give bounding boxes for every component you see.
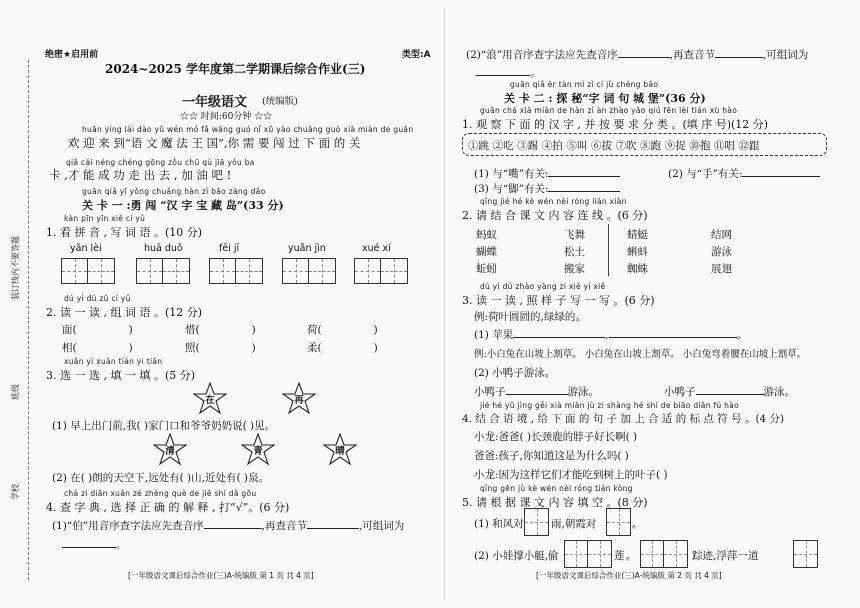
q4-sentence-2-end: 。 bbox=[476, 65, 541, 80]
q4-2-word-blank[interactable] bbox=[476, 75, 530, 76]
intro-line-1: 欢 迎 来 到“语 文 魔 法 王 国”,你 需 要 闯 过 下 面 的 关 bbox=[68, 136, 361, 150]
r-q3-2-blank-a[interactable] bbox=[506, 394, 568, 395]
r-q5-2-grid-a[interactable] bbox=[564, 540, 612, 568]
q2-item-1[interactable]: 面( ) bbox=[62, 324, 133, 336]
time-line: ☆☆ 时间:60分钟 ☆☆ bbox=[180, 112, 273, 122]
q1-word-3-pinyin: fēi jī bbox=[219, 243, 240, 254]
q2-item-3[interactable]: 荷( ) bbox=[307, 324, 378, 336]
r-q5-2-grid-c[interactable] bbox=[793, 540, 818, 568]
char-option-3: ③踢 bbox=[517, 140, 539, 152]
q1-word-4-pinyin: yuǎn jìn bbox=[288, 243, 326, 254]
q4-sentence-1-end: 。 bbox=[62, 537, 127, 552]
q4-pinyin: chá zì diǎn xuǎn zé zhèng què de jiě shì dǎ gōu bbox=[64, 489, 257, 498]
q3-sentence-2[interactable]: (2) 在( )朗的天空下,远处有( )山,近处有( )泉。 bbox=[52, 472, 269, 484]
binding-note: 装订线内不要答题 bbox=[11, 236, 20, 300]
match-item[interactable]: 蝌蚪 bbox=[627, 246, 648, 258]
q3-pinyin: xuǎn yi xuǎn tián yi tián bbox=[64, 357, 163, 366]
match-item[interactable]: 蚂蚁 bbox=[476, 229, 497, 241]
char-option-9: ⑨捉 bbox=[664, 140, 686, 152]
q1-answer-grid-2[interactable] bbox=[136, 258, 190, 284]
r-q5-text: 5. 请 根 据 课 文 内 容 填 空 。(8 分) bbox=[462, 496, 648, 509]
match-item[interactable]: 蚯蚓 bbox=[476, 263, 497, 275]
q4-2-syllable-blank[interactable] bbox=[715, 57, 763, 58]
r-q5-2-grid-b[interactable] bbox=[640, 540, 688, 568]
r-q3-example-1: 例:荷叶圆圆的,绿绿的。 bbox=[474, 311, 586, 323]
q3-text: 3. 选 一 选 , 填 一 填 。(5 分) bbox=[46, 369, 196, 382]
r-q3-2-blank-b[interactable] bbox=[696, 394, 764, 395]
char-option-11: ⑪唱 bbox=[713, 140, 735, 152]
footer-left: [一年级语文课后综合作业(三)A-统编版 第 1 页 共 4 页] bbox=[128, 571, 314, 580]
footer-right: [一年级语文课后综合作业(三)A-统编版 第 2 页 共 4 页] bbox=[536, 571, 722, 580]
r-q5-2-label-b: 莲 bbox=[614, 550, 625, 562]
r-q3-text: 3. 读 一 读 , 照 样 子 写 一 写 。(6 分) bbox=[462, 294, 655, 307]
r-q5-1-label-a: (1) 和风对 bbox=[474, 518, 524, 530]
binding-line bbox=[28, 60, 29, 580]
q1-word-1-pinyin: yǎn lèi bbox=[70, 243, 102, 254]
match-col-1 bbox=[476, 227, 497, 278]
match-item[interactable]: 松土 bbox=[564, 246, 585, 258]
q1-text: 1. 看 拼 音 , 写 词 语 。(10 分) bbox=[46, 226, 203, 239]
card1-pinyin: guān qiǎ yī yǒng chuǎng hàn zì bǎo zàng dǎo bbox=[82, 187, 266, 196]
category-mouth: (1) 与“嘴”有关: bbox=[474, 166, 620, 181]
match-item[interactable]: 蜻蜓 bbox=[627, 229, 648, 241]
q4-sentence-1: (1)“伯”用音序查字法应先查音序 ,再查音节 ,可组词为 bbox=[52, 520, 405, 532]
r-q4-line-3[interactable]: 小龙:因为这样它们才能吃到树上的叶子( ) bbox=[474, 469, 668, 481]
q4-text: 4. 查 字 典 , 选 择 正 确 的 解 释 , 打“√”。(6 分) bbox=[46, 501, 290, 514]
r-q3-example-2: 例:小白兔在山坡上割草。 小白兔在山坡上割草。 小白兔弯着腰在山坡上割草。 bbox=[474, 349, 807, 360]
category-mouth-blank[interactable] bbox=[548, 176, 620, 177]
star-option-zai: 在 bbox=[193, 382, 227, 414]
star-option-qing3: 晴 bbox=[323, 433, 357, 465]
r-q5-1-label-b: 雨,朝霞对 bbox=[551, 518, 597, 530]
match-item[interactable]: 搬家 bbox=[564, 263, 585, 275]
q1-answer-grid-5[interactable] bbox=[354, 258, 408, 284]
q4-sentence-2: (2)“浪”用音序查字法应先查音序 ,再查音节 ,可组词为 bbox=[466, 49, 809, 61]
subject-title: 一年级语文 bbox=[182, 95, 248, 110]
q1-word-2-pinyin: huā duǒ bbox=[144, 243, 183, 254]
card2-pinyin: guān qiǎ èr tàn mì zì cí jù chéng bǎo bbox=[510, 80, 659, 89]
match-item[interactable]: 展翅 bbox=[711, 263, 732, 275]
r-q3-item-1: (1) 苹果 , 。 bbox=[474, 329, 748, 341]
page-divider bbox=[444, 8, 445, 600]
match-item[interactable]: 游泳 bbox=[711, 246, 732, 258]
intro-pinyin-2: qiǎ cái néng chéng gōng zǒu chū qù jiā yóu ba bbox=[66, 158, 255, 167]
match-item[interactable]: 飞舞 bbox=[564, 229, 585, 241]
r-q3-item-2: (2) 小鸭子游泳。 bbox=[474, 367, 556, 379]
q1-answer-grid-3[interactable] bbox=[209, 258, 263, 284]
intro-line-2: 卡 ,才 能 成 功 走 出 去 , 加 油 吧 ! bbox=[49, 168, 232, 182]
r-q4-line-1[interactable]: 小龙:爸爸( )长颈鹿的脖子好长啊( ) bbox=[474, 431, 638, 443]
r-q2-text: 2. 请 结 合 课 文 内 容 连 线 。(6 分) bbox=[462, 209, 648, 222]
r-q4-text: 4. 结 合 语 境 , 给 下 面 的 句 子 加 上 合 适 的 标 点 符 号 。(4 分) bbox=[462, 413, 785, 425]
char-option-2: ②吃 bbox=[492, 140, 514, 152]
r-q3-1-blank-b[interactable] bbox=[609, 337, 737, 338]
card1-title: 关 卡 一 :勇 闯 “汉 字 宝 藏 岛”(33 分) bbox=[82, 199, 284, 212]
match-item[interactable]: 蜘蛛 bbox=[627, 263, 648, 275]
char-options-list bbox=[468, 138, 760, 153]
match-item[interactable]: 蝴蝶 bbox=[476, 246, 497, 258]
match-separator bbox=[608, 224, 609, 276]
q1-answer-grid-4[interactable] bbox=[282, 258, 336, 284]
type-label: 类型:A bbox=[402, 50, 431, 60]
r-q3-item-2-b: 小鸭子 游泳。 bbox=[664, 386, 795, 398]
binding-label-class: 班级 bbox=[11, 384, 20, 400]
char-option-8: ⑧跑 bbox=[640, 140, 662, 152]
r-q4-line-2[interactable]: 爸爸:孩子,你知道这是为什么吗( ) bbox=[474, 450, 629, 462]
q2-item-5[interactable]: 照( ) bbox=[185, 342, 256, 354]
char-option-7: ⑦吹 bbox=[615, 140, 637, 152]
q3-sentence-1[interactable]: (1) 早上出门前,我( )家门口和爷爷奶奶说( )见。 bbox=[52, 420, 276, 432]
star-option-zai2: 再 bbox=[282, 382, 316, 414]
r-q5-2-label-d: 踪迹,浮萍一道 bbox=[692, 550, 759, 562]
q2-item-2[interactable]: 惜( ) bbox=[185, 324, 256, 336]
r-q1-pinyin: guān chá xià miàn de hàn zì àn zhào yāo qiú fēn lèi tián xù hào bbox=[480, 106, 738, 115]
q2-item-4[interactable]: 相( ) bbox=[62, 342, 133, 354]
secret-label: 绝密★启用前 bbox=[45, 50, 99, 60]
binding-label-school: 学校 bbox=[11, 484, 20, 500]
char-option-12: ⑫跟 bbox=[738, 140, 760, 152]
intro-pinyin-1: huān yíng lái dào yǔ wén mó fǎ wáng guó nǐ xū yào chuǎng guò xià miàn de guān bbox=[82, 125, 414, 134]
r-q2-pinyin: qǐng jié hé kè wén nèi róng lián xiàn bbox=[480, 197, 627, 206]
match-col-2 bbox=[564, 227, 585, 278]
q4-1-word-blank[interactable] bbox=[62, 547, 116, 548]
r-q4-pinyin: jié hé yǔ jìng gěi xià miàn jù zi shàng hé shì de biāo diǎn fú hào bbox=[480, 401, 739, 410]
match-item[interactable]: 结网 bbox=[711, 229, 732, 241]
edition-label: (统编版) bbox=[262, 96, 298, 107]
card2-title: 关 卡 二 : 探 秘“字 词 句 城 堡”(36 分) bbox=[504, 92, 706, 105]
star-option-qing1: 清 bbox=[153, 433, 187, 465]
q2-pinyin: dú yi dú zǔ cí yǔ bbox=[64, 294, 131, 303]
q4-1-syllable-blank[interactable] bbox=[307, 528, 359, 529]
q4-2-sequence-blank[interactable] bbox=[618, 57, 670, 58]
q1-pinyin: kàn pīn yīn xiě cí yǔ bbox=[64, 214, 146, 223]
category-foot-blank[interactable] bbox=[548, 191, 620, 192]
q1-answer-grid-1[interactable] bbox=[61, 258, 115, 284]
char-option-4: ④拍 bbox=[541, 140, 563, 152]
q2-text: 2. 读 一 读 , 组 词 语 。(12 分) bbox=[46, 306, 203, 319]
char-option-6: ⑥拔 bbox=[590, 140, 612, 152]
exam-title: 2024~2025 学年度第二学期课后综合作业(三) bbox=[105, 62, 366, 76]
r-q1-text: 1. 观 察 下 面 的 汉 字 , 并 按 要 求 分 类 。(填 序 号)(12 分) bbox=[462, 118, 769, 131]
r-q5-1-grid-b[interactable] bbox=[606, 508, 631, 536]
char-option-10: ⑩抱 bbox=[689, 140, 711, 152]
q1-word-5-pinyin: xué xí bbox=[362, 243, 391, 254]
category-foot: (3) 与“脚”有关: bbox=[474, 181, 620, 196]
star-option-qing2: 青 bbox=[241, 433, 275, 465]
match-col-3 bbox=[627, 227, 648, 278]
r-q5-2-label-c: 。 bbox=[626, 550, 637, 562]
r-q3-1-blank-a[interactable] bbox=[513, 337, 605, 338]
q2-item-6[interactable]: 柔( ) bbox=[307, 342, 378, 354]
r-q5-1-grid-a[interactable] bbox=[524, 508, 549, 536]
r-q5-pinyin: qǐng gēn jù kè wén nèi róng tián kòng bbox=[480, 484, 633, 493]
category-hand: (2) 与“手”有关: bbox=[668, 166, 820, 181]
match-col-4 bbox=[711, 227, 732, 278]
category-hand-blank[interactable] bbox=[742, 176, 820, 177]
r-q5-2-label-a: (2) 小娃撑小艇,偷 bbox=[474, 550, 559, 562]
r-q3-pinyin: dú yi dú zhào yàng zi xiě yi xiě bbox=[480, 282, 606, 291]
r-q3-item-2-a: 小鸭子 游泳。 bbox=[474, 386, 599, 398]
char-option-1: ①跳 bbox=[468, 140, 489, 152]
char-option-5: ⑤叫 bbox=[566, 140, 588, 152]
r-q5-1-end: 。 bbox=[632, 518, 643, 530]
q4-1-sequence-blank[interactable] bbox=[204, 528, 262, 529]
